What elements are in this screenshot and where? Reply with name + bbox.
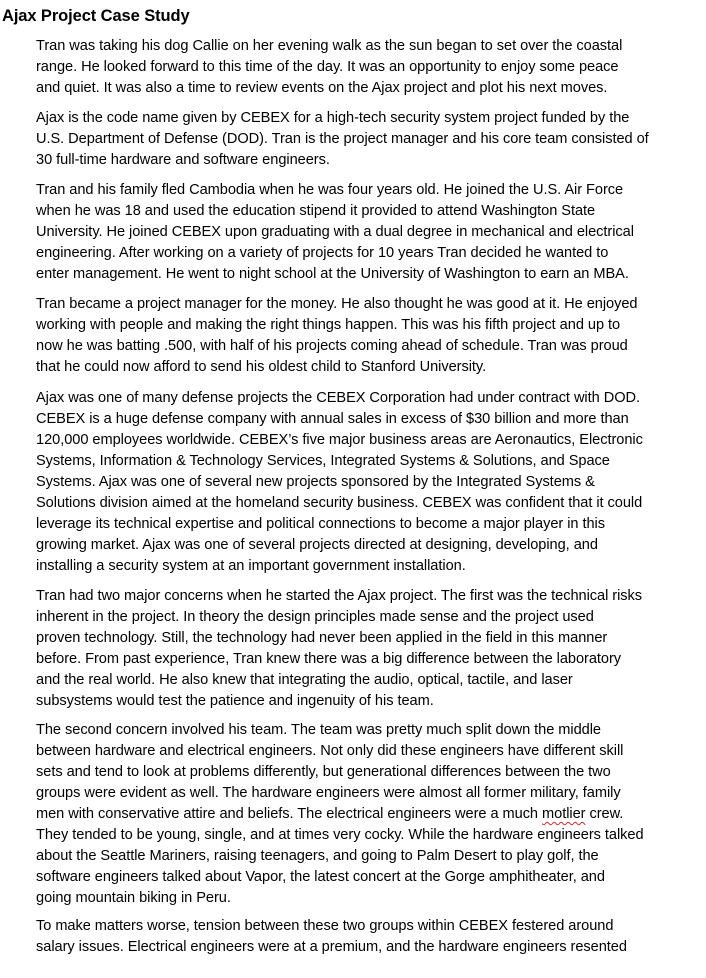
paragraph-5 (36, 388, 702, 577)
text-line: between hardware and electrical engineers. Not only did these engineers have different skill (36, 743, 624, 759)
paragraph-8 (36, 916, 702, 958)
text-line: groups were evident as well. The hardware engineers were almost all former military, family (36, 785, 621, 801)
spellcheck-flagged-word[interactable]: motlier (542, 806, 586, 822)
text-line: Systems, Information & Technology Services, Integrated Systems & Solutions, and Space (36, 453, 610, 469)
paragraph-2 (36, 108, 702, 171)
text-line: Ajax is the code name given by CEBEX for a high-tech security system project funded by the (36, 110, 630, 126)
paragraph-4 (36, 294, 702, 378)
text-line: To make matters worse, tension between these two groups within CEBEX festered around (36, 918, 614, 934)
text-segment: crew. (585, 806, 624, 822)
text-line: sets and tend to look at problems differently, but generational differences between the two (36, 764, 611, 780)
text-line: Tran became a project manager for the money. He also thought he was good at it. He enjoyed (36, 296, 638, 312)
text-line: Tran and his family fled Cambodia when he was four years old. He joined the U.S. Air Force (36, 182, 624, 198)
text-line: leverage its technical expertise and political connections to become a major player in this (36, 516, 605, 532)
text-line: that he could now afford to send his oldest child to Stanford University. (36, 359, 487, 375)
text-line: U.S. Department of Defense (DOD). Tran is the project manager and his core team consisted of (36, 131, 649, 147)
paragraph-1 (36, 36, 702, 99)
text-line: They tended to be young, single, and at times very cocky. While the hardware engineers talked (36, 827, 644, 843)
text-line: subsystems would test the patience and ingenuity of his team. (36, 693, 434, 709)
text-line: engineering. After working on a variety of projects for 10 years Tran decided he wanted to (36, 245, 609, 261)
text-line: when he was 18 and used the education stipend it provided to attend Washington State (36, 203, 596, 219)
text-line: and the real world. He also knew that integrating the audio, optical, tactile, and laser (36, 672, 573, 688)
text-line: working with people and making the right things happen. This was his fifth project and up to (36, 317, 621, 333)
text-line: University. He joined CEBEX upon graduating with a dual degree in mechanical and electrical (36, 224, 634, 240)
text-line: before. From past experience, Tran knew there was a big difference between the laboratory (36, 651, 622, 667)
text-line: installing a security system at an important government installation. (36, 558, 466, 574)
text-line: The second concern involved his team. The team was pretty much split down the middle (36, 722, 601, 738)
text-line: Ajax was one of many defense projects the CEBEX Corporation had under contract with DOD. (36, 390, 640, 406)
paragraph-7 (36, 720, 702, 909)
text-line: software engineers talked about Vapor, the latest concert at the Gorge amphitheater, and (36, 869, 605, 885)
paragraph-6 (36, 586, 702, 712)
text-segment: men with conservative attire and beliefs. The electrical engineers were a much (36, 806, 543, 822)
text-line: and quiet. It was also a time to review events on the Ajax project and plot his next moves. (36, 80, 608, 96)
text-line: now he was batting .500, with half of his projects coming ahead of schedule. Tran was proud (36, 338, 628, 354)
text-line: CEBEX is a huge defense company with annual sales in excess of $30 billion and more than (36, 411, 629, 427)
text-line: salary issues. Electrical engineers were at a premium, and the hardware engineers resented (36, 939, 627, 955)
text-line: 30 full-time hardware and software engineers. (36, 152, 330, 168)
text-line: Solutions division aimed at the homeland security business. CEBEX was confident that it could (36, 495, 643, 511)
document-title: Ajax Project Case Study (2, 7, 190, 25)
text-line: proven technology. Still, the technology had never been applied in the field in this manner (36, 630, 608, 646)
text-line: Systems. Ajax was one of several new projects sponsored by the Integrated Systems & (36, 474, 595, 490)
text-line: inherent in the project. In theory the design principles made sense and the project used (36, 609, 594, 625)
text-line: Tran was taking his dog Callie on her evening walk as the sun began to set over the coastal (36, 38, 623, 54)
paragraph-3 (36, 180, 702, 285)
text-line: enter management. He went to night school at the University of Washington to earn an MBA. (36, 266, 629, 282)
text-line: Tran had two major concerns when he started the Ajax project. The first was the technical risks (36, 588, 643, 604)
text-line: about the Seattle Mariners, raising teenagers, and going to Palm Desert to play golf, the (36, 848, 599, 864)
text-line: growing market. Ajax was one of several projects directed at designing, developing, and (36, 537, 598, 553)
text-line: 120,000 employees worldwide. CEBEX’s five major business areas are Aeronautics, Electronic (36, 432, 643, 448)
text-line: range. He looked forward to this time of the day. It was an opportunity to enjoy some peace (36, 59, 619, 75)
text-line-with-flagged-word (36, 804, 702, 825)
text-line: going mountain biking in Peru. (36, 890, 231, 906)
